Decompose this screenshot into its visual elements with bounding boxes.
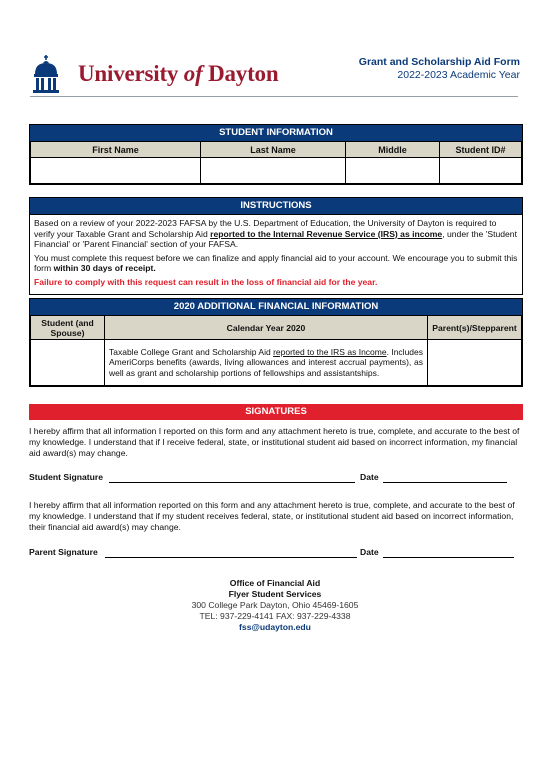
section-title: 2020 ADDITIONAL FINANCIAL INFORMATION <box>30 299 522 315</box>
student-date-line[interactable] <box>383 482 507 483</box>
contact-footer <box>0 578 550 633</box>
form-title: Grant and Scholarship Aid Form <box>358 56 520 68</box>
col-student-spouse: Student (and Spouse) <box>31 316 105 340</box>
student-amount-field[interactable] <box>31 340 105 386</box>
office-email-link[interactable]: fss@udayton.edu <box>239 622 311 632</box>
student-date-label: Date <box>360 472 379 482</box>
last-name-field[interactable] <box>201 158 346 184</box>
student-info-table <box>30 141 522 184</box>
signatures-section <box>29 404 523 420</box>
office-address: 300 College Park Dayton, Ohio 45469-1605 <box>191 600 359 610</box>
parent-amount-field[interactable] <box>428 340 522 386</box>
parent-date-line[interactable] <box>383 557 514 558</box>
header-divider <box>30 96 518 97</box>
middle-name-field[interactable] <box>346 158 440 184</box>
university-chapel-dome-icon <box>30 54 62 94</box>
instructions-paragraph-1: Based on a review of your 2022-2023 FAFSA by the U.S. Department of Education, the University of Dayton is required to verify your Taxable Grant and Scholarship Aid reported to the Internal Revenue Service (IRS) as income, under the 'Student Financial' or 'Parent Financial' section of your FAFSA. <box>34 218 517 250</box>
parent-affirmation: I hereby affirm that all information reported on this form and any attachment hereto is true, complete, and accurate to the best of my knowledge. I understand that if my student receives federal, state, or institutional student aid based on incorrect information, their financial aid award(s) may change. <box>29 500 515 532</box>
student-information-section <box>29 124 523 185</box>
student-signature-row <box>29 472 523 484</box>
instructions-warning: Failure to comply with this request can result in the loss of financial aid for the year. <box>34 276 378 287</box>
instructions-paragraph-2: You must complete this request before we can finalize and apply financial aid to your account. We encourage you to submit this form within 30 days of receipt. <box>34 252 518 274</box>
parent-signature-row <box>29 547 523 559</box>
instructions-section <box>29 197 523 295</box>
col-first-name: First Name <box>31 142 201 158</box>
student-signature-label: Student Signature <box>29 472 104 482</box>
page-header <box>30 54 520 94</box>
financial-information-section <box>29 298 523 387</box>
parent-signature-line[interactable] <box>105 557 357 558</box>
section-title: INSTRUCTIONS <box>30 198 522 214</box>
first-name-field[interactable] <box>31 158 201 184</box>
office-name: Office of Financial Aid <box>229 578 321 588</box>
form-title-block <box>359 56 520 82</box>
col-calendar-year: Calendar Year 2020 <box>105 316 428 340</box>
parent-date-label: Date <box>360 547 379 557</box>
office-phone-fax: TEL: 937-229-4141 FAX: 937-229-4338 <box>199 611 351 621</box>
col-middle: Middle <box>346 142 440 158</box>
department-name: Flyer Student Services <box>228 589 322 599</box>
financial-table <box>30 315 522 386</box>
col-student-id: Student ID# <box>440 142 522 158</box>
student-affirmation: I hereby affirm that all information I reported on this form and any attachment hereto is true, complete, and accurate to the best of my knowledge. I understand that if I receive federal, state, or institutional student aid based on incorrect information, my financial aid award(s) may change. <box>29 426 520 458</box>
instructions-body <box>30 214 522 294</box>
student-signature-line[interactable] <box>109 482 355 483</box>
section-title: SIGNATURES <box>29 404 523 420</box>
aid-description: Taxable College Grant and Scholarship Aid reported to the IRS as Income. Includes AmeriCorps benefits (awards, living allowances and interest accrual payments), as well as grant and scholarship portions of fellowships and assistantships. <box>105 340 428 386</box>
col-last-name: Last Name <box>201 142 346 158</box>
col-parent-stepparent: Parent(s)/Stepparent <box>428 316 522 340</box>
section-title: STUDENT INFORMATION <box>30 125 522 141</box>
parent-signature-label: Parent Signature <box>29 547 98 557</box>
academic-year: 2022-2023 Academic Year <box>397 69 520 81</box>
student-id-field[interactable] <box>440 158 522 184</box>
university-name: University of Dayton <box>78 61 279 86</box>
university-logo <box>30 54 278 94</box>
